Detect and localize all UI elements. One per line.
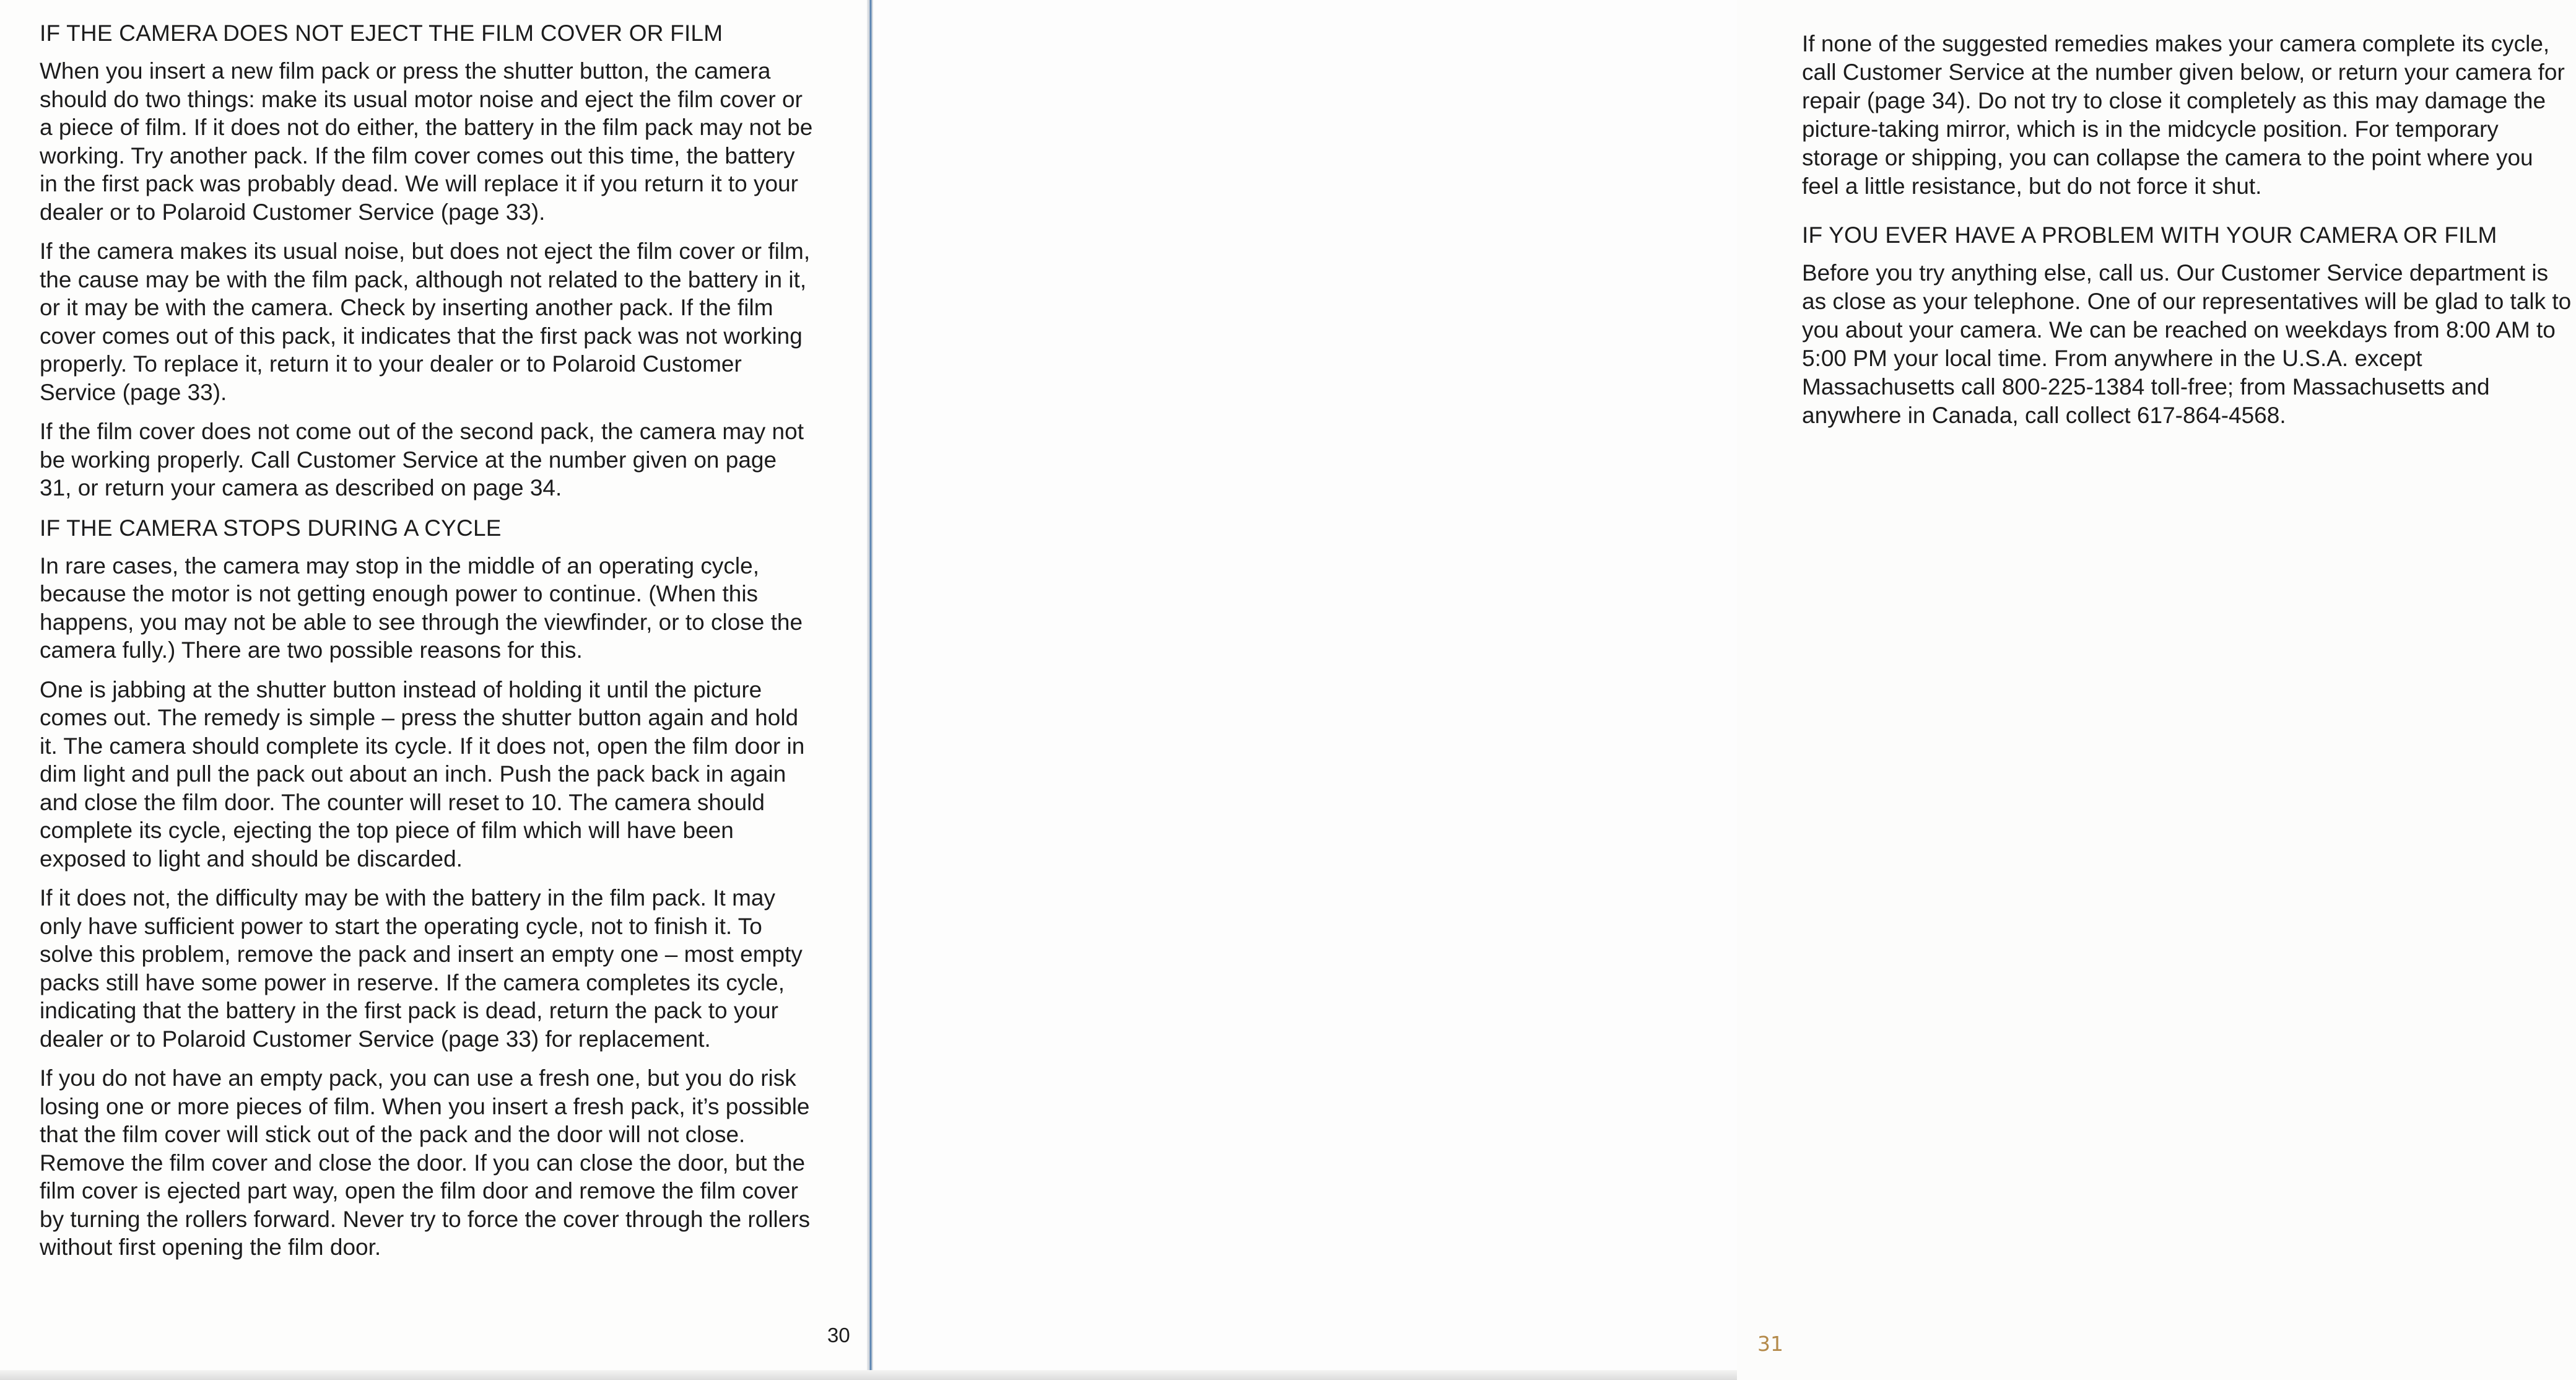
paragraph-remedies: If none of the suggested remedies makes your camera complete its cycle, call Customer Service at the number given below, or return your camera for repair (page 34). Do not try to close it completely as this may damage the picture-taking mirror, which is in the midcycle position. For temporary storage or shipping, you can collapse the camera to the point where you feel a little resistance, but do not force it shut. [1802,31,2565,199]
paragraph: One is jabbing at the shutter button instead of holding it until the picture comes out. The remedy is simple – press the shutter button again and hold it. The camera should complete its cycle. If it does not, open the film door in dim light and pull the pack out about an inch. Push the pack back in again and close the film door. The counter will reset to 10. The camera should complete its cycle, ejecting the top piece of film which will have been exposed to light and should be discarded. [40,676,805,871]
paragraph: If it does not, the difficulty may be with the battery in the film pack. It may only have sufficient power to start the operating cycle, not to finish it. To solve this problem, remove the pack and insert an empty one – most empty packs still have some power in reserve. If the camera completes its cycle, indicating that the battery in the first pack is dead, return the pack to your dealer or to Polaroid Customer Service (page 33) for replacement. [40,885,803,1052]
right-column [1802,30,2576,441]
page-number-left: 30 [827,1324,850,1347]
paragraph: If the camera makes its usual noise, but does not eject the film cover or film, the cause may be with the film pack, although not related to the battery in it, or it may be with the camera. Check by inserting another pack. If the film cover comes out of this pack, it indicates that the first pack was not working properly. To replace it, return it to your dealer or to Polaroid Customer Service (page 33). [40,238,811,405]
section-stops-cycle [40,513,814,1262]
heading-no-eject: IF THE CAMERA DOES NOT EJECT THE FILM COVER OR FILM [40,20,723,46]
page-bottom-edge [0,1370,1737,1380]
page-number-right: 31 [1757,1332,1783,1356]
paragraph: If the film cover does not come out of the second pack, the camera may not be working properly. Call Customer Service at the number given on page 31, or return your camera as described on page 34. [40,419,804,500]
paragraph: When you insert a new film pack or press the shutter button, the camera should do two things: make its usual motor noise and eject the film cover or a piece of film. If it does not do either, the battery in the film pack may not be working. Try another pack. If the film cover comes out this time, the battery in the first pack was probably dead. We will replace it if you return it to your dealer or to Polaroid Customer Service (page 33). [40,58,813,225]
left-page [0,0,867,1380]
paragraph-customer-service: Before you try anything else, call us. Our Customer Service department is as close as your telephone. One of our representatives will be glad to talk to you about your camera. We can be reached on weekdays from 8:00 AM to 5:00 PM your local time. From anywhere in the U.S.A. except Massachusetts call 800-225-1384 toll-free; from Massachusetts and anywhere in Canada, call collect 617-864-4568. [1802,260,2572,428]
left-column [40,19,814,1273]
paragraph: If you do not have an empty pack, you can use a fresh one, but you do risk losing one or more pieces of film. When you insert a fresh pack, it’s possible that the film cover will stick out of the pack and the door will not close. Remove the film cover and close the door. If you can close the door, but the film cover is ejected part way, open the film door and remove the film cover by turning the rollers forward. Never try to force the cover through the rollers without first opening the film door. [40,1065,811,1260]
heading-stops-cycle: IF THE CAMERA STOPS DURING A CYCLE [40,515,502,541]
section-problem [1802,221,2576,430]
right-page [873,0,2572,1380]
paragraph: In rare cases, the camera may stop in the middle of an operating cycle, because the motor is not getting enough power to continue. (When this happens, you may not be able to see through the viewfinder, or to close the camera fully.) There are two possible reasons for this. [40,552,803,663]
section-no-eject [40,19,814,502]
heading-problem: IF YOU EVER HAVE A PROBLEM WITH YOUR CAMERA OR FILM [1802,222,2497,248]
